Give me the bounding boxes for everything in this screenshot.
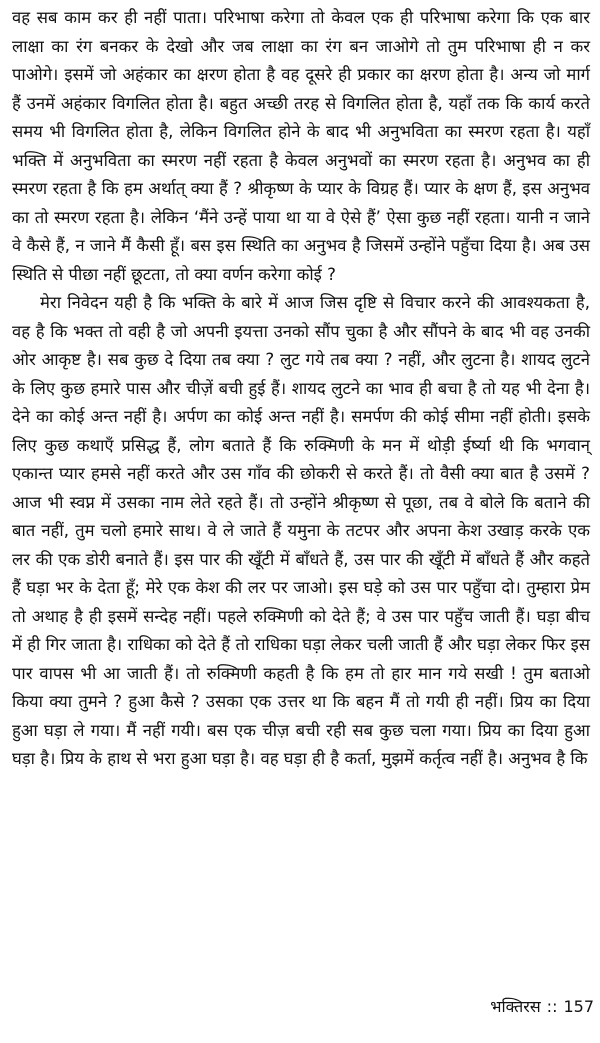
running-title: भक्तिरस <box>490 997 541 1016</box>
footer-separator: :: <box>546 997 558 1016</box>
page-number: 157 <box>563 997 594 1016</box>
paragraph-2: मेरा निवेदन यही है कि भक्ति के बारे में आज जिस दृष्टि से विचार करने की आवश्यकता है, वह है कि भक्त तो वही है जो अपनी इयत्ता उनको सौंप चुका है और सौंपने के बाद भी वह उनकी ओर आकृष्ट है। सब कुछ दे दिया तब क्या ? लुट गये तब क्या ? नहीं, और लुटना है। शायद लुटने के लिए कुछ हमारे पास और चीज़ें बची हुई हैं। शायद लुटने का भाव ही बचा है तो यह भी देना है। देने का कोई अन्त नहीं है। अर्पण का कोई अन्त नहीं है। समर्पण की कोई सीमा नहीं होती। इसके लिए कुछ कथाएँ प्रसिद्ध हैं, लोग बताते हैं कि रुक्मिणी के मन में थोड़ी ईर्ष्या थी कि भगवान् एकान्त प्यार हमसे नहीं करते और उस गाँव की छोकरी से करते हैं। तो वैसी क्या बात है उसमें ? आज भी स्वप्न में उसका नाम लेते रहते हैं। तो उन्होंने श्रीकृष्ण से पूछा, तब वे बोले कि बताने की बात नहीं, तुम चलो हमारे साथ। वे ले जाते हैं यमुना के तटपर और अपना केश उखाड़ करके एक लर की एक डोरी बनाते हैं। इस पार की खूँटी में बाँधते हैं, उस पार की खूँटी में बाँधते हैं और कहते हैं घड़ा भर के देता हूँ; मेरे एक केश की लर पर जाओ। इस घड़े को उस पार पहुँचा दो। तुम्हारा प्रेम तो अथाह है ही इसमें सन्देह नहीं। पहले रुक्मिणी को देते हैं; वे उस पार पहुँच जाती हैं। घड़ा बीच में ही गिर जाता है। राधिका को देते हैं तो राधिका घड़ा लेकर चली जाती हैं और घड़ा लेकर फिर इस पार वापस भी आ जाती हैं। तो रुक्मिणी कहती है कि हम तो हार मान गये सखी ! तुम बताओ किया क्या तुमने ? हुआ कैसे ? उसका एक उत्तर था कि बहन मैं तो गयी ही नहीं। प्रिय का दिया हुआ घड़ा ले गया। मैं नहीं गयी। बस एक चीज़ बची रही सब कुछ चला गया। प्रिय का दिया हुआ घड़ा है। प्रिय के हाथ से भरा हुआ घड़ा है। वह घड़ा ही है कर्ता, मुझमें कर्तृत्व नहीं है। अनुभव है कि <box>12 293 590 768</box>
book-page <box>12 4 590 1039</box>
page-footer <box>490 995 594 1017</box>
paragraph-1: वह सब काम कर ही नहीं पाता। परिभाषा करेगा तो केवल एक ही परिभाषा करेगा कि एक बार लाक्षा का रंग बनकर के देखो और जब लाक्षा का रंग बन जाओगे तो तुम परिभाषा ही न कर पाओगे। इसमें जो अहंकार का क्षरण होता है वह दूसरे ही प्रकार का क्षरण होता है। अन्य जो मार्ग हैं उनमें अहंकार विगलित होता है। बहुत अच्छी तरह से विगलित होता है, यहाँ तक कि कार्य करते समय भी विगलित होता है, लेकिन विगलित होने के बाद भी अनुभविता का स्मरण रहता है। यहाँ भक्ति में अनुभविता का स्मरण नहीं रहता है केवल अनुभवों का स्मरण रहता है। अनुभव का ही स्मरण रहता है कि हम अर्थात् क्या हैं ? श्रीकृष्ण के प्यार के विग्रह हैं। प्यार के क्षण हैं, इस अनुभव का तो स्मरण रहता है। लेकिन ‘मैंने उन्हें पाया था या वे ऐसे हैं’ ऐसा कुछ नहीं रहता। यानी न जाने वे कैसे हैं, न जाने मैं कैसी हूँ। बस इस स्थिति का अनुभव है जिसमें उन्होंने पहुँचा दिया है। अब उस स्थिति से पीछा नहीं छूटता, तो क्या वर्णन करेगा कोई ? <box>12 8 590 284</box>
